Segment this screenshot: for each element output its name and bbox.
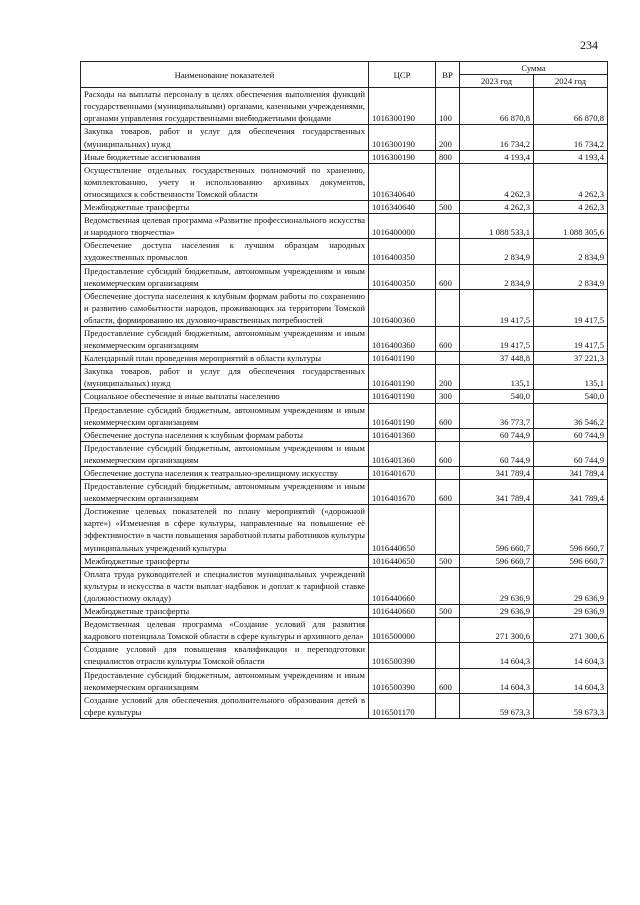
csr-code-cell: 1016401670	[369, 480, 436, 505]
indicator-name-cell: Ведомственная целевая программа «Развитие профессионального искусства и народного творчества»	[81, 214, 369, 239]
csr-code-cell: 1016400000	[369, 214, 436, 239]
vr-code-cell	[436, 693, 460, 718]
table-row	[81, 605, 608, 618]
vr-code-cell: 600	[436, 668, 460, 693]
sum-2024-cell: 36 546,2	[534, 403, 608, 428]
csr-code-cell: 1016500390	[369, 643, 436, 668]
table-row	[81, 88, 608, 125]
sum-2023-cell: 14 604,3	[460, 668, 534, 693]
vr-code-cell	[436, 214, 460, 239]
sum-2023-cell: 540,0	[460, 390, 534, 403]
indicator-name-cell: Достижение целевых показателей по плану мероприятий («дорожной карте») «Изменения в сфере культуры, направленные на повышение её эффективности» в части повышения заработной платы работников культуры муниципальных учреждений культуры	[81, 505, 369, 554]
indicator-name-cell: Обеспечение доступа населения к клубным формам работы	[81, 428, 369, 441]
sum-2023-cell: 135,1	[460, 365, 534, 390]
csr-code-cell: 1016501170	[369, 693, 436, 718]
sum-2024-cell: 29 636,9	[534, 567, 608, 604]
table-row	[81, 668, 608, 693]
sum-2024-cell: 14 604,3	[534, 643, 608, 668]
sum-2024-cell: 540,0	[534, 390, 608, 403]
csr-code-cell: 1016340640	[369, 163, 436, 200]
sum-2023-cell: 14 604,3	[460, 643, 534, 668]
sum-2023-cell: 37 448,8	[460, 352, 534, 365]
indicator-name-cell: Обеспечение доступа населения к театрально-зрелищному искусству	[81, 467, 369, 480]
sum-2023-cell: 60 744,9	[460, 428, 534, 441]
header-year-2024: 2024 год	[534, 75, 608, 88]
vr-code-cell: 800	[436, 150, 460, 163]
indicator-name-cell: Предоставление субсидий бюджетным, автономным учреждениям и иным некоммерческим организациям	[81, 403, 369, 428]
page-number: 234	[580, 38, 598, 52]
csr-code-cell: 1016401360	[369, 441, 436, 466]
indicator-name-cell: Закупка товаров, работ и услуг для обеспечения государственных (муниципальных) нужд	[81, 365, 369, 390]
csr-code-cell: 1016500000	[369, 618, 436, 643]
csr-code-cell: 1016440650	[369, 505, 436, 554]
csr-code-cell: 1016440660	[369, 567, 436, 604]
table-row	[81, 554, 608, 567]
table-row	[81, 365, 608, 390]
sum-2024-cell: 66 870,8	[534, 88, 608, 125]
header-year-2023: 2023 год	[460, 75, 534, 88]
csr-code-cell: 1016440660	[369, 605, 436, 618]
vr-code-cell	[436, 567, 460, 604]
sum-2024-cell: 4 262,3	[534, 163, 608, 200]
header-sum: Сумма	[460, 62, 608, 75]
table-row	[81, 618, 608, 643]
sum-2024-cell: 1 088 305,6	[534, 214, 608, 239]
vr-code-cell: 500	[436, 554, 460, 567]
vr-code-cell: 200	[436, 365, 460, 390]
table-row	[81, 390, 608, 403]
sum-2024-cell: 4 193,4	[534, 150, 608, 163]
csr-code-cell: 1016500390	[369, 668, 436, 693]
csr-code-cell: 1016401670	[369, 467, 436, 480]
vr-code-cell: 600	[436, 403, 460, 428]
sum-2023-cell: 16 734,2	[460, 125, 534, 150]
sum-2024-cell: 37 221,3	[534, 352, 608, 365]
table-row	[81, 289, 608, 326]
indicator-name-cell: Оплата труда руководителей и специалистов муниципальных учреждений культуры и искусства в части выплат надбавок и доплат к тарифной ставке (должностному окладу)	[81, 567, 369, 604]
table-row	[81, 480, 608, 505]
table-body	[81, 88, 608, 719]
table-row	[81, 214, 608, 239]
vr-code-cell	[436, 163, 460, 200]
sum-2023-cell: 341 789,4	[460, 467, 534, 480]
vr-code-cell: 600	[436, 326, 460, 351]
table-row	[81, 643, 608, 668]
indicator-name-cell: Закупка товаров, работ и услуг для обеспечения государственных (муниципальных) нужд	[81, 125, 369, 150]
indicator-name-cell: Социальное обеспечение и иные выплаты населению	[81, 390, 369, 403]
csr-code-cell: 1016300190	[369, 88, 436, 125]
sum-2023-cell: 59 673,3	[460, 693, 534, 718]
indicator-name-cell: Расходы на выплаты персоналу в целях обеспечения выполнения функций государственными (муниципальными) органами, казенными учреждениями, органами управления государственными внебюджетными фондами	[81, 88, 369, 125]
sum-2023-cell: 2 834,9	[460, 239, 534, 264]
sum-2024-cell: 341 789,4	[534, 480, 608, 505]
indicator-name-cell: Предоставление субсидий бюджетным, автономным учреждениям и иным некоммерческим организациям	[81, 668, 369, 693]
indicator-name-cell: Обеспечение доступа населения к лучшим образцам народных художественных промыслов	[81, 239, 369, 264]
sum-2024-cell: 271 300,6	[534, 618, 608, 643]
table-row	[81, 163, 608, 200]
vr-code-cell	[436, 289, 460, 326]
table-row	[81, 150, 608, 163]
budget-table	[80, 61, 608, 719]
csr-code-cell: 1016400350	[369, 264, 436, 289]
sum-2024-cell: 16 734,2	[534, 125, 608, 150]
table-row	[81, 239, 608, 264]
csr-code-cell: 1016401190	[369, 352, 436, 365]
sum-2023-cell: 29 636,9	[460, 567, 534, 604]
table-row	[81, 441, 608, 466]
csr-code-cell: 1016300190	[369, 150, 436, 163]
table-row	[81, 567, 608, 604]
table-row	[81, 428, 608, 441]
sum-2023-cell: 19 417,5	[460, 289, 534, 326]
table-row	[81, 125, 608, 150]
sum-2023-cell: 29 636,9	[460, 605, 534, 618]
table-row	[81, 505, 608, 554]
table-row	[81, 326, 608, 351]
vr-code-cell: 600	[436, 264, 460, 289]
vr-code-cell: 200	[436, 125, 460, 150]
table-row	[81, 264, 608, 289]
csr-code-cell: 1016300190	[369, 125, 436, 150]
sum-2024-cell: 2 834,9	[534, 239, 608, 264]
sum-2024-cell: 4 262,3	[534, 201, 608, 214]
vr-code-cell: 100	[436, 88, 460, 125]
sum-2023-cell: 4 262,3	[460, 163, 534, 200]
csr-code-cell: 1016401190	[369, 365, 436, 390]
indicator-name-cell: Обеспечение доступа населения к клубным формам работы по сохранению и развитию самобытности народов, проживающих на территории Томской области, формированию их духовно-нравственных потребностей	[81, 289, 369, 326]
sum-2024-cell: 341 789,4	[534, 467, 608, 480]
sum-2023-cell: 4 262,3	[460, 201, 534, 214]
sum-2023-cell: 2 834,9	[460, 264, 534, 289]
sum-2024-cell: 596 660,7	[534, 505, 608, 554]
header-row	[81, 62, 608, 75]
table-row	[81, 201, 608, 214]
table-row	[81, 403, 608, 428]
indicator-name-cell: Иные бюджетные ассигнования	[81, 150, 369, 163]
vr-code-cell: 300	[436, 390, 460, 403]
sum-2024-cell: 596 660,7	[534, 554, 608, 567]
sum-2023-cell: 341 789,4	[460, 480, 534, 505]
sum-2024-cell: 60 744,9	[534, 428, 608, 441]
sum-2024-cell: 19 417,5	[534, 326, 608, 351]
vr-code-cell	[436, 643, 460, 668]
vr-code-cell: 600	[436, 480, 460, 505]
csr-code-cell: 1016400360	[369, 289, 436, 326]
table-row	[81, 693, 608, 718]
header-code: ЦСР	[369, 62, 436, 88]
indicator-name-cell: Осуществление отдельных государственных полномочий по хранению, комплектованию, учету и использованию архивных документов, относящихся к собственности Томской области	[81, 163, 369, 200]
header-name: Наименование показателей	[81, 62, 369, 88]
vr-code-cell	[436, 352, 460, 365]
vr-code-cell: 500	[436, 201, 460, 214]
indicator-name-cell: Межбюджетные трансферты	[81, 605, 369, 618]
indicator-name-cell: Создание условий для обеспечения дополнительного образования детей в сфере культуры	[81, 693, 369, 718]
sum-2023-cell: 66 870,8	[460, 88, 534, 125]
table-row	[81, 467, 608, 480]
header-vr: ВР	[436, 62, 460, 88]
csr-code-cell: 1016401190	[369, 403, 436, 428]
csr-code-cell: 1016400350	[369, 239, 436, 264]
sum-2024-cell: 60 744,9	[534, 441, 608, 466]
vr-code-cell	[436, 505, 460, 554]
sum-2024-cell: 14 604,3	[534, 668, 608, 693]
indicator-name-cell: Предоставление субсидий бюджетным, автономным учреждениям и иным некоммерческим организациям	[81, 441, 369, 466]
csr-code-cell: 1016340640	[369, 201, 436, 214]
vr-code-cell: 500	[436, 605, 460, 618]
indicator-name-cell: Предоставление субсидий бюджетным, автономным учреждениям и иным некоммерческим организациям	[81, 264, 369, 289]
indicator-name-cell: Создание условий для повышения квалификации и переподготовки специалистов отрасли культуры Томской области	[81, 643, 369, 668]
vr-code-cell	[436, 467, 460, 480]
csr-code-cell: 1016401360	[369, 428, 436, 441]
sum-2024-cell: 2 834,9	[534, 264, 608, 289]
sum-2023-cell: 1 088 533,1	[460, 214, 534, 239]
sum-2023-cell: 19 417,5	[460, 326, 534, 351]
vr-code-cell: 600	[436, 441, 460, 466]
csr-code-cell: 1016440650	[369, 554, 436, 567]
indicator-name-cell: Календарный план проведения мероприятий в области культуры	[81, 352, 369, 365]
sum-2023-cell: 596 660,7	[460, 505, 534, 554]
csr-code-cell: 1016401190	[369, 390, 436, 403]
csr-code-cell: 1016400360	[369, 326, 436, 351]
sum-2024-cell: 59 673,3	[534, 693, 608, 718]
sum-2024-cell: 29 636,9	[534, 605, 608, 618]
vr-code-cell	[436, 428, 460, 441]
indicator-name-cell: Предоставление субсидий бюджетным, автономным учреждениям и иным некоммерческим организациям	[81, 480, 369, 505]
sum-2024-cell: 19 417,5	[534, 289, 608, 326]
sum-2024-cell: 135,1	[534, 365, 608, 390]
indicator-name-cell: Межбюджетные трансферты	[81, 554, 369, 567]
indicator-name-cell: Ведомственная целевая программа «Создание условий для развития кадрового потенциала Томской области в сфере культуры и архивного дела»	[81, 618, 369, 643]
sum-2023-cell: 271 300,6	[460, 618, 534, 643]
sum-2023-cell: 596 660,7	[460, 554, 534, 567]
table-row	[81, 352, 608, 365]
indicator-name-cell: Межбюджетные трансферты	[81, 201, 369, 214]
sum-2023-cell: 36 773,7	[460, 403, 534, 428]
indicator-name-cell: Предоставление субсидий бюджетным, автономным учреждениям и иным некоммерческим организациям	[81, 326, 369, 351]
sum-2023-cell: 4 193,4	[460, 150, 534, 163]
sum-2023-cell: 60 744,9	[460, 441, 534, 466]
vr-code-cell	[436, 239, 460, 264]
vr-code-cell	[436, 618, 460, 643]
